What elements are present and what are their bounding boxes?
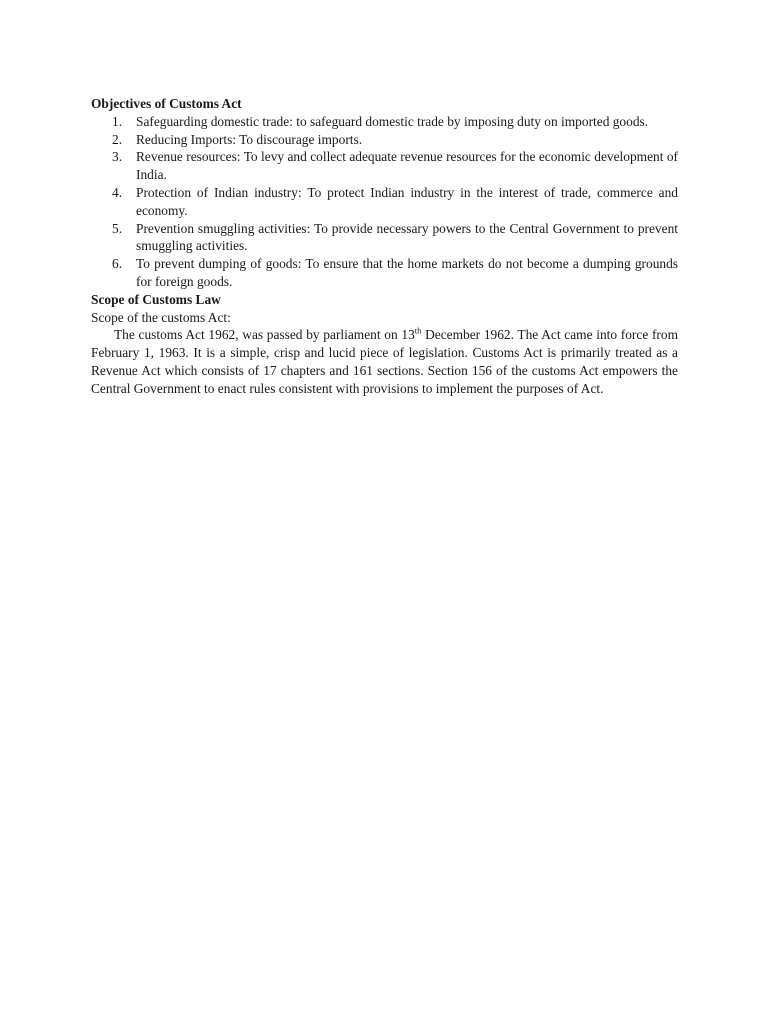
list-item-text: Protection of Indian industry: To protect Indian industry in the interest of trade, commerce and economy. bbox=[136, 184, 678, 218]
scope-paragraph-part1: The customs Act 1962, was passed by parliament on 13 bbox=[114, 327, 415, 343]
list-item-number: 1. bbox=[112, 113, 123, 129]
list-item bbox=[112, 255, 678, 291]
list-item bbox=[112, 131, 678, 149]
objectives-heading: Objectives of Customs Act bbox=[91, 96, 242, 111]
list-item bbox=[112, 220, 678, 256]
list-item-number: 6. bbox=[112, 256, 123, 272]
list-item-text: Reducing Imports: To discourage imports. bbox=[136, 131, 363, 147]
scope-paragraph-superscript: th bbox=[414, 325, 422, 336]
document-page bbox=[91, 95, 678, 398]
list-item bbox=[112, 184, 678, 220]
list-item bbox=[112, 148, 678, 184]
list-item-number: 4. bbox=[112, 184, 123, 200]
objectives-list bbox=[91, 113, 678, 291]
scope-paragraph-part2: December 1962. The Act came into force from February 1, 1963. It is a simple, crisp and lucid piece of legislation. Customs Act is primarily treated as a Revenue Act which consists of 17 chapters and 161 sections. Section 156 of the customs Act empowers the Central Government to enact rules consistent with provisions to implement the purposes of Act. bbox=[91, 327, 678, 396]
list-item-number: 2. bbox=[112, 131, 123, 147]
scope-paragraph bbox=[91, 326, 678, 397]
list-item-number: 3. bbox=[112, 149, 123, 165]
list-item-text: Revenue resources: To levy and collect adequate revenue resources for the economic development of India. bbox=[136, 149, 678, 183]
list-item-text: Safeguarding domestic trade: to safeguard domestic trade by imposing duty on imported goods. bbox=[136, 113, 649, 129]
list-item-text: To prevent dumping of goods: To ensure that the home markets do not become a dumping grounds for foreign goods. bbox=[136, 256, 678, 289]
list-item-text: Prevention smuggling activities: To provide necessary powers to the Central Government to prevent smuggling activities. bbox=[136, 220, 678, 254]
scope-heading: Scope of Customs Law bbox=[91, 291, 221, 307]
scope-subtitle: Scope of the customs Act: bbox=[91, 309, 231, 325]
list-item-number: 5. bbox=[112, 220, 123, 236]
list-item bbox=[112, 113, 678, 131]
